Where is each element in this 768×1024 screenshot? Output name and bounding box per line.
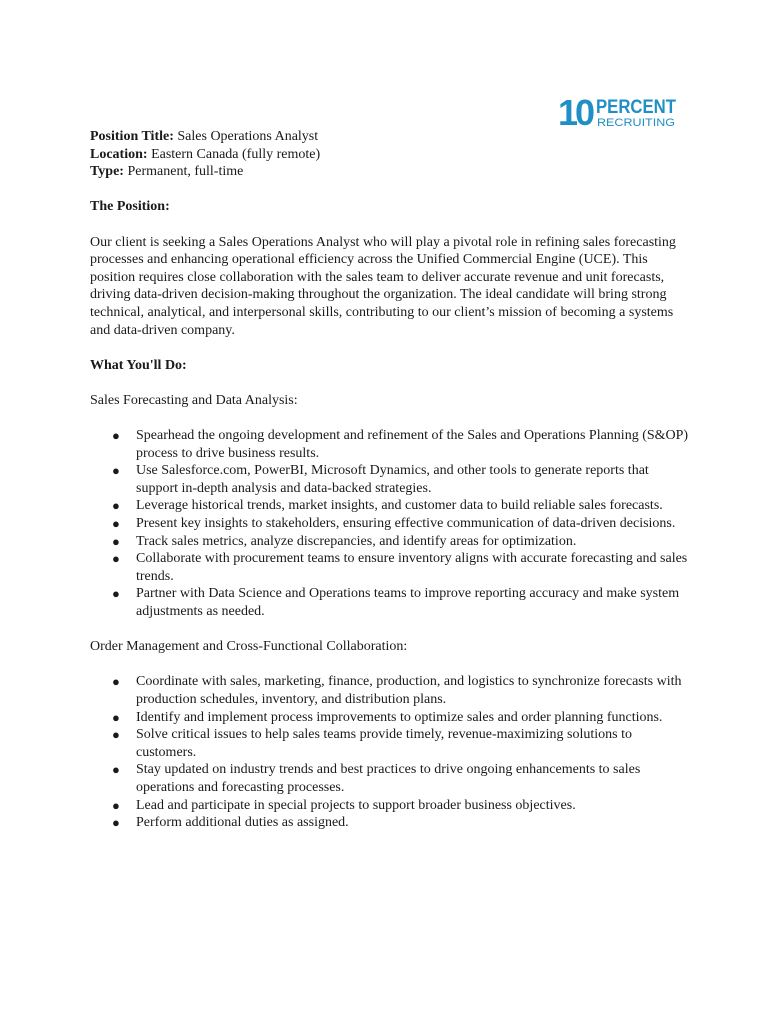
- position-paragraph: Our client is seeking a Sales Operations Analyst who will play a pivotal role in refining sales forecasting processes and enhancing operational efficiency across the Unified Commercial Engine (UCE). This position requires close collaboration with the sales team to deliver accurate revenue and unit forecasts, driving data-driven decision-making throughout the organization. The ideal candidate will bring strong technical, analytical, and interpersonal skills, contributing to our client’s mission of becoming a systems and data-driven company.: [90, 234, 676, 338]
- position-title-value: Sales Operations Analyst: [173, 129, 319, 144]
- bullet-icon: ●: [112, 428, 120, 444]
- bullet-icon: ●: [112, 463, 120, 479]
- duties-heading: What You'll Do:: [90, 357, 187, 373]
- bullet-icon: ●: [112, 516, 120, 532]
- bullet-icon: ●: [112, 533, 120, 549]
- logo-word-recruiting: RECRUITING: [597, 117, 675, 128]
- bullet-icon: ●: [112, 586, 120, 602]
- bullet-icon: ●: [112, 498, 120, 514]
- list-item-text: Identify and implement process improvements to optimize sales and order planning functions.: [136, 709, 663, 725]
- list-item-text: Present key insights to stakeholders, ensuring effective communication of data-driven decisions.: [136, 516, 676, 532]
- list-item-text: Perform additional duties as assigned.: [136, 815, 349, 831]
- type-line: [90, 163, 690, 181]
- list-item: [90, 709, 690, 727]
- forecasting-subheading: Sales Forecasting and Data Analysis:: [90, 392, 298, 408]
- job-posting: [90, 128, 690, 832]
- location-label: Location:: [90, 146, 148, 162]
- position-heading: The Position:: [90, 199, 170, 215]
- bullet-icon: ●: [112, 727, 120, 743]
- list-item: [90, 761, 690, 796]
- logo-word-percent: PERCENT: [596, 97, 677, 118]
- bullet-icon: ●: [112, 762, 120, 778]
- location-line: [90, 146, 690, 164]
- list-item: [90, 585, 690, 620]
- list-item-text: Solve critical issues to help sales teams provide timely, revenue-maximizing solutions to customers.: [136, 727, 632, 760]
- bullet-icon: ●: [112, 674, 120, 690]
- list-item: [90, 515, 690, 533]
- logo-number: 10: [558, 94, 593, 128]
- list-item-text: Use Salesforce.com, PowerBI, Microsoft Dynamics, and other tools to generate reports that support in-depth analysis and data-backed strategies.: [136, 463, 649, 496]
- company-logo-graphic: [558, 94, 678, 128]
- position-title-label: Position Title:: [90, 129, 174, 144]
- bullet-icon: ●: [112, 815, 120, 831]
- list-item: [90, 497, 690, 515]
- list-item: [90, 533, 690, 551]
- list-item: [90, 797, 690, 815]
- position-title-line: [90, 128, 690, 146]
- list-item-text: Stay updated on industry trends and best practices to drive ongoing enhancements to sales operations and forecasting processes.: [136, 762, 641, 795]
- list-item-text: Collaborate with procurement teams to ensure inventory aligns with accurate forecasting and sales trends.: [136, 551, 688, 584]
- bullet-icon: ●: [112, 797, 120, 813]
- location-value: Eastern Canada (fully remote): [147, 146, 321, 162]
- order-management-list: [90, 673, 690, 831]
- list-item: [90, 427, 690, 462]
- list-item-text: Spearhead the ongoing development and refinement of the Sales and Operations Planning (S&OP) process to drive business results.: [136, 428, 689, 461]
- list-item: [90, 814, 690, 832]
- order-management-subheading: Order Management and Cross-Functional Collaboration:: [90, 639, 408, 655]
- list-item-text: Partner with Data Science and Operations teams to improve reporting accuracy and make system adjustments as needed.: [136, 586, 680, 620]
- company-logo: [558, 94, 678, 128]
- bullet-icon: ●: [112, 551, 120, 567]
- list-item-text: Track sales metrics, analyze discrepancies, and identify areas for optimization.: [136, 533, 577, 549]
- bullet-icon: ●: [112, 709, 120, 725]
- forecasting-list: [90, 427, 690, 621]
- list-item-text: Leverage historical trends, market insights, and customer data to build reliable sales forecasts.: [136, 498, 663, 514]
- type-value: Permanent, full-time: [123, 164, 244, 180]
- list-item-text: Coordinate with sales, marketing, finance, production, and logistics to synchronize forecasts with production schedules, inventory, and distribution plans.: [136, 674, 682, 707]
- list-item-text: Lead and participate in special projects to support broader business objectives.: [136, 797, 576, 813]
- type-label: Type:: [90, 164, 124, 180]
- list-item: [90, 673, 690, 708]
- list-item: [90, 550, 690, 585]
- list-item: [90, 726, 690, 761]
- list-item: [90, 462, 690, 497]
